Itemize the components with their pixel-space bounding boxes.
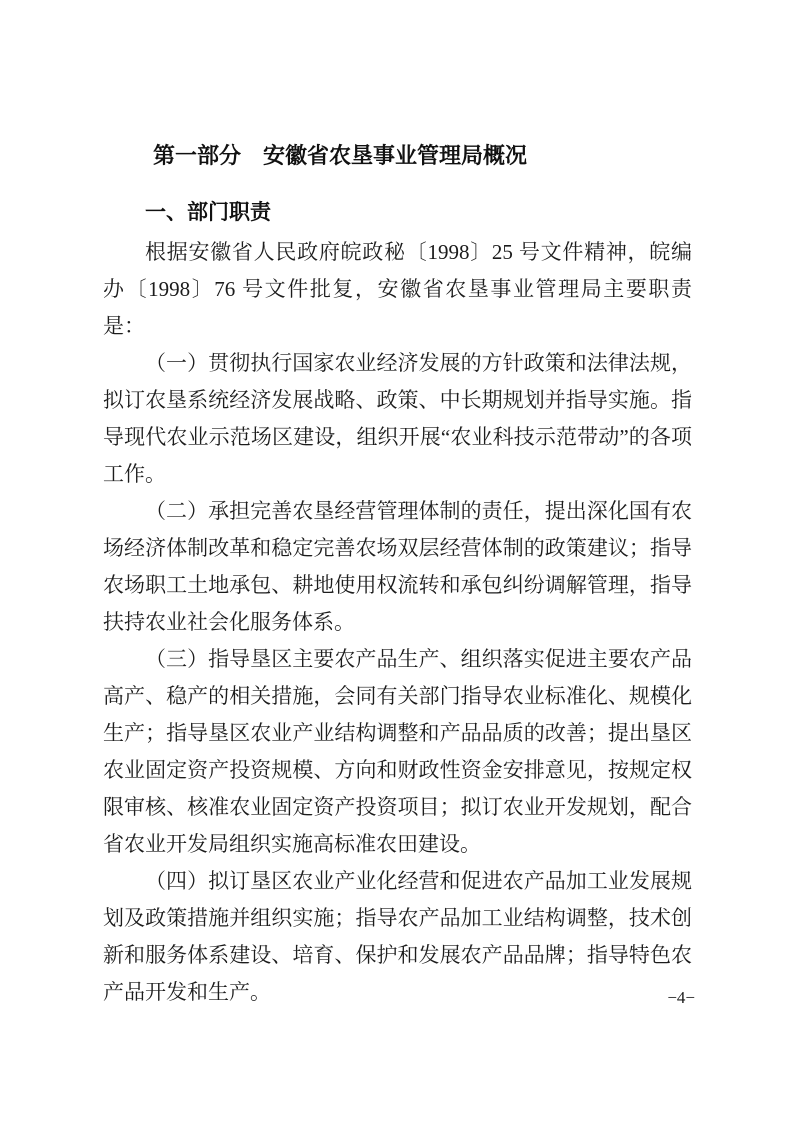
document-content (103, 140, 692, 1011)
paragraph: （一）贯彻执行国家农业经济发展的方针政策和法律法规，拟订农垦系统经济发展战略、政策、中长期规划并指导实施。指导现代农业示范场区建设，组织开展“农业科技示范带动”的各项工作。 (103, 351, 692, 486)
paragraph: （四）拟订垦区农业产业化经营和促进农产品加工业发展规划及政策措施并组织实施；指导农产品加工业结构调整，技术创新和服务体系建设、培育、保护和发展农产品品牌；指导特色农产品开发和生产。 (103, 869, 692, 1004)
section-heading: 一、部门职责 (145, 201, 271, 224)
document-title: 第一部分 安徽省农垦事业管理局概况 (153, 143, 528, 168)
page-number: −4− (667, 988, 695, 1007)
paragraph: （二）承担完善农垦经营管理体制的责任，提出深化国有农场经济体制改革和稳定完善农场双层经营体制的政策建议；指导农场职工土地承包、耕地使用权流转和承包纠纷调解管理，指导扶持农业社会化服务体系。 (103, 499, 692, 634)
paragraph: 根据安徽省人民政府皖政秘〔1998〕25 号文件精神，皖编办〔1998〕76 号文件批复，安徽省农垦事业管理局主要职责是： (103, 240, 692, 338)
paragraph: （三）指导垦区主要农产品生产、组织落实促进主要农产品高产、稳产的相关措施，会同有关部门指导农业标准化、规模化生产；指导垦区农业产业结构调整和产品品质的改善；提出垦区农业固定资产投资规模、方向和财政性资金安排意见，按规定权限审核、核准农业固定资产投资项目；拟订农业开发规划，配合省农业开发局组织实施高标准农田建设。 (103, 647, 692, 856)
